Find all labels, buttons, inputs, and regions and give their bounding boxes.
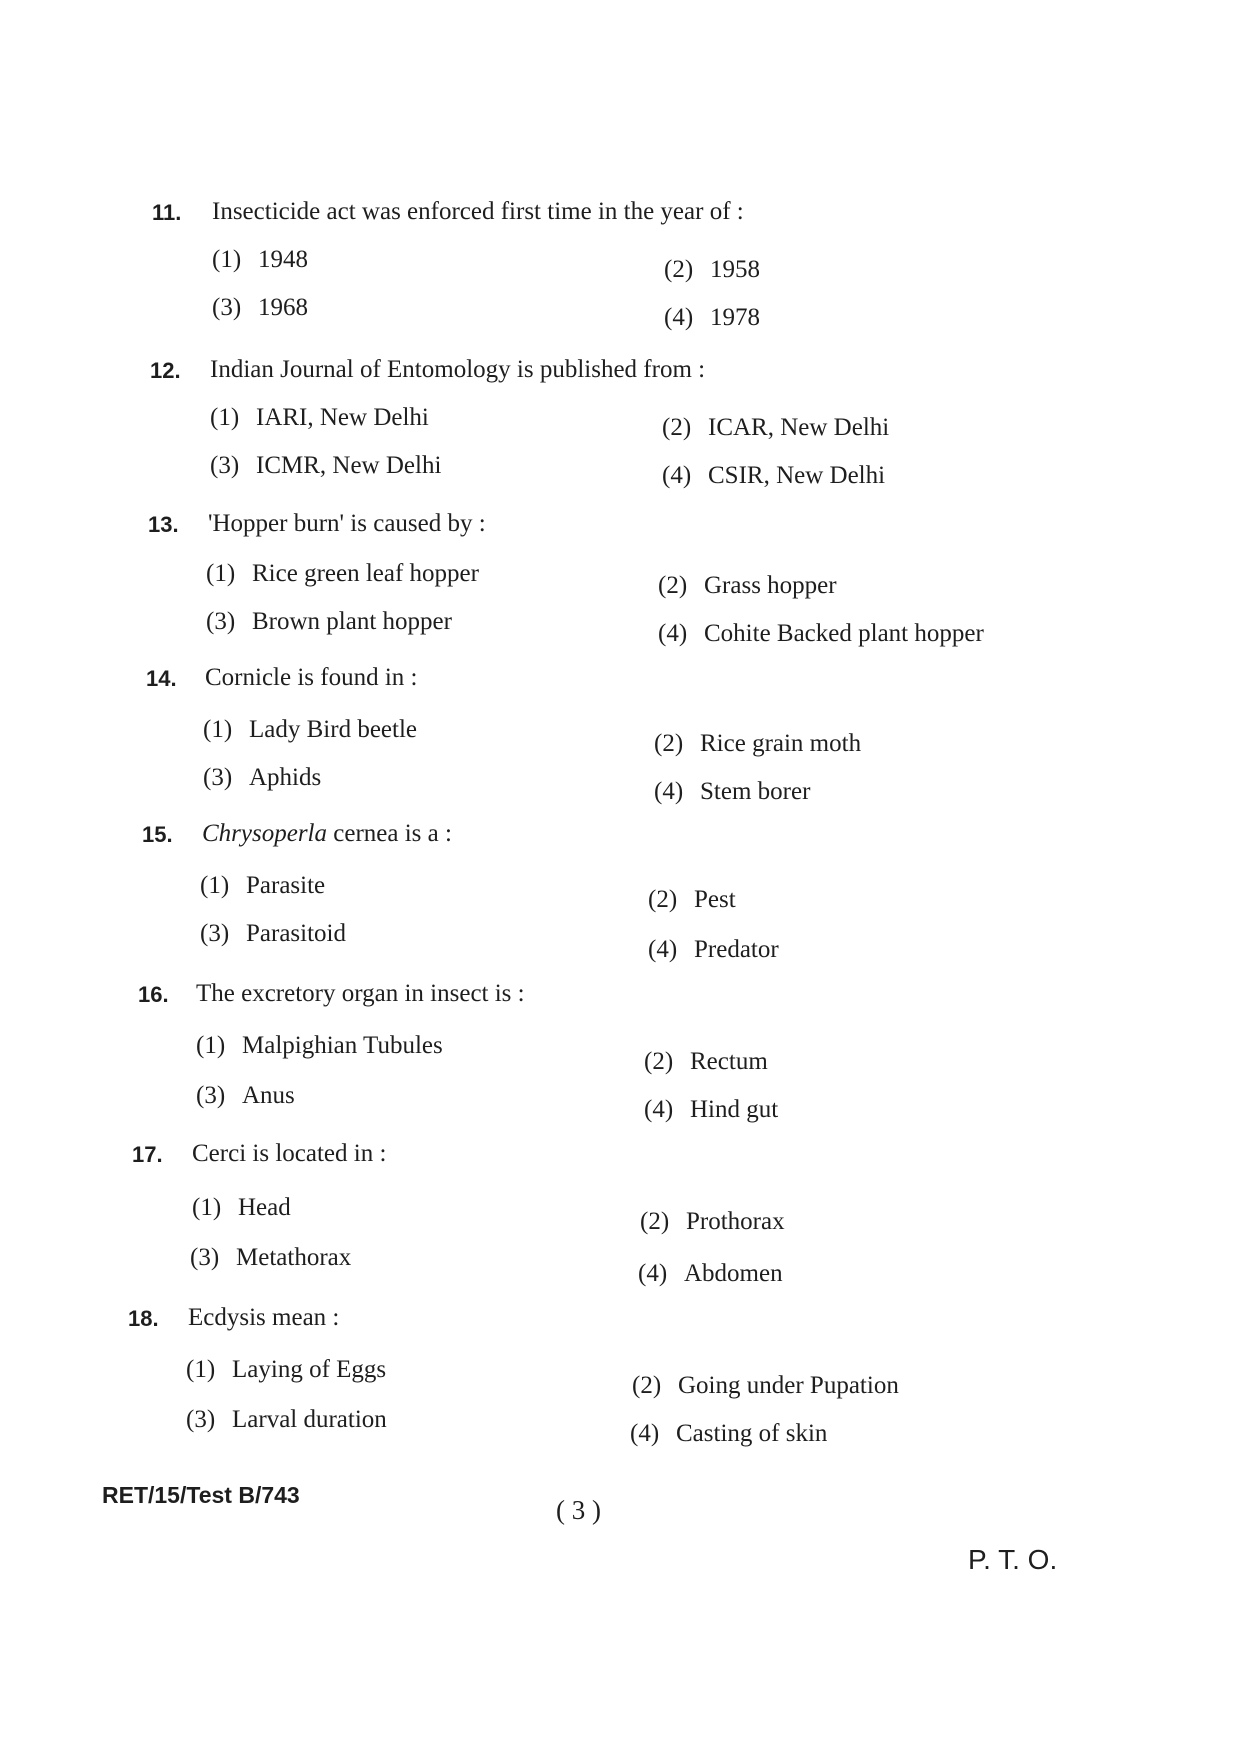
option-2: (2) ICAR, New Delhi	[662, 414, 890, 441]
option-4: (4) CSIR, New Delhi	[662, 462, 886, 489]
question-text: The excretory organ in insect is :	[196, 980, 525, 1007]
option-3: (3) Larval duration	[186, 1406, 387, 1433]
option-3: (3) Brown plant hopper	[206, 608, 452, 635]
option-2: (2) Going under Pupation	[632, 1372, 899, 1399]
species-name: Chrysoperla	[202, 820, 327, 847]
question-number: 16.	[138, 982, 169, 1007]
option-2: (2) Rice grain moth	[654, 730, 862, 757]
question-text: Ecdysis mean :	[188, 1304, 340, 1331]
option-1: (1) Rice green leaf hopper	[206, 560, 479, 587]
question-text: Indian Journal of Entomology is published from :	[210, 356, 706, 383]
option-4: (4) Stem borer	[654, 778, 811, 805]
option-2: (2) Prothorax	[640, 1208, 785, 1235]
question-number: 18.	[128, 1306, 159, 1331]
option-4: (4) Hind gut	[644, 1096, 779, 1123]
option-1: (1) 1948	[212, 246, 308, 273]
question-text: Chrysoperla cernea is a :	[202, 820, 452, 847]
option-2: (2) 1958	[664, 256, 760, 283]
option-1: (1) Lady Bird beetle	[203, 716, 417, 743]
question-number: 11.	[152, 200, 182, 225]
question-text: Cornicle is found in :	[205, 664, 418, 691]
question-number: 13.	[148, 512, 179, 537]
option-2: (2) Pest	[648, 886, 736, 913]
option-3: (3) Parasitoid	[200, 920, 346, 947]
question-text: 'Hopper burn' is caused by :	[208, 510, 486, 537]
please-turn-over: P. T. O.	[968, 1544, 1058, 1575]
option-2: (2) Grass hopper	[658, 572, 837, 599]
option-1: (1) IARI, New Delhi	[210, 404, 429, 431]
question-number: 17.	[132, 1142, 163, 1167]
option-4: (4) Cohite Backed plant hopper	[658, 620, 984, 647]
option-4: (4) Casting of skin	[630, 1420, 828, 1447]
question-number: 12.	[150, 358, 181, 383]
option-3: (3) ICMR, New Delhi	[210, 452, 442, 479]
page-number: ( 3 )	[556, 1495, 601, 1525]
question-number: 14.	[146, 666, 177, 691]
exam-code: RET/15/Test B/743	[102, 1482, 300, 1508]
question-text: Insecticide act was enforced first time in the year of :	[212, 198, 744, 225]
option-1: (1) Laying of Eggs	[186, 1356, 387, 1383]
option-4: (4) Abdomen	[638, 1260, 783, 1287]
option-3: (3) Anus	[196, 1082, 295, 1109]
option-4: (4) Predator	[648, 936, 779, 963]
option-4: (4) 1978	[664, 304, 760, 331]
option-1: (1) Head	[192, 1194, 291, 1221]
option-1: (1) Parasite	[200, 872, 326, 899]
question-text: Cerci is located in :	[192, 1140, 387, 1167]
option-2: (2) Rectum	[644, 1048, 768, 1075]
option-3: (3) 1968	[212, 294, 308, 321]
question-number: 15.	[142, 822, 173, 847]
option-3: (3) Metathorax	[190, 1244, 352, 1271]
option-1: (1) Malpighian Tubules	[196, 1032, 443, 1059]
option-3: (3) Aphids	[203, 764, 322, 791]
